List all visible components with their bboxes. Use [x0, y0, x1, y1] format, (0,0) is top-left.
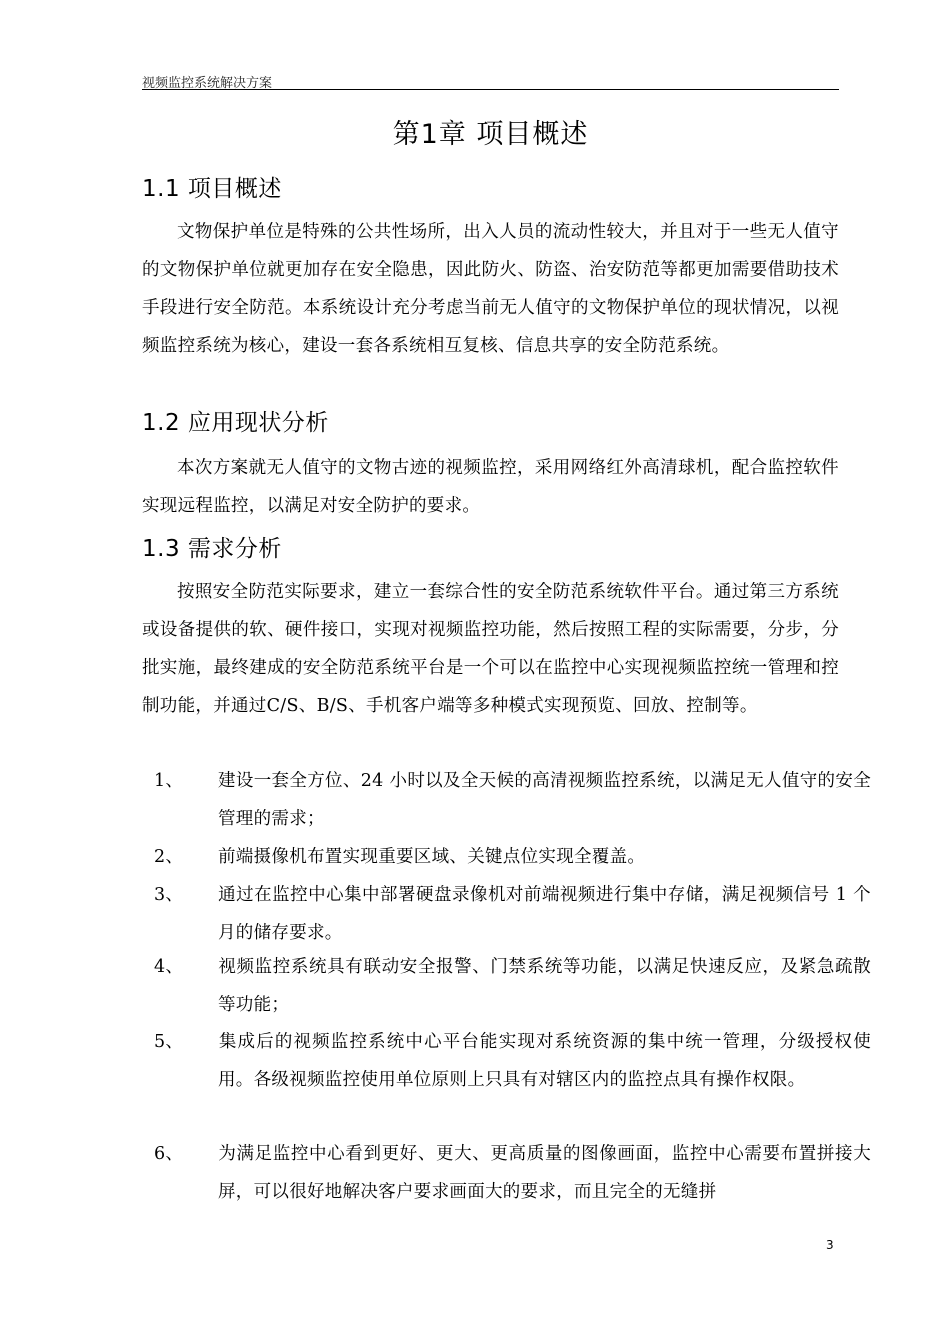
section-heading-1-3: 1.3 需求分析: [142, 536, 282, 562]
section-heading-1-2: 1.2 应用现状分析: [142, 410, 329, 436]
running-header: 视频监控系统解决方案: [142, 76, 273, 91]
chapter-title: 第1章 项目概述: [392, 119, 589, 150]
list-item: [154, 762, 871, 838]
list-item-text: 通过在监控中心集中部署硬盘录像机对前端视频进行集中存储，满足视频信号 1 个月的储存要求。: [218, 885, 871, 943]
section-1-2-paragraph: 本次方案就无人值守的文物古迹的视频监控，采用网络红外高清球机，配合监控软件实现远程监控，以满足对安全防护的要求。: [142, 458, 839, 516]
list-item: [154, 1135, 871, 1211]
section-1-1-paragraph: 文物保护单位是特殊的公共性场所，出入人员的流动性较大，并且对于一些无人值守的文物保护单位就更加存在安全隐患，因此防火、防盗、治安防范等都更加需要借助技术手段进行安全防范。本系统设计充分考虑当前无人值守的文物保护单位的现状情况，以视频监控系统为核心，建设一套各系统相互复核、信息共享的安全防范系统。: [142, 222, 839, 356]
list-item: [154, 838, 871, 876]
list-item-text: 前端摄像机布置实现重要区域、关键点位实现全覆盖。: [218, 847, 646, 867]
list-item: [154, 948, 871, 1024]
list-item-number: 3、: [154, 885, 184, 905]
list-item-text: 建设一套全方位、24 小时以及全天候的高清视频监控系统，以满足无人值守的安全管理的需求；: [218, 771, 871, 829]
list-item-number: 1、: [154, 771, 184, 791]
section-heading-1-1: 1.1 项目概述: [142, 176, 282, 202]
list-item-number: 5、: [154, 1032, 184, 1052]
list-item-text: 为满足监控中心看到更好、更大、更高质量的图像画面，监控中心需要布置拼接大屏，可以很好地解决客户要求画面大的要求，而且完全的无缝拼: [218, 1144, 871, 1202]
list-item-text: 集成后的视频监控系统中心平台能实现对系统资源的集中统一管理，分级授权使用。各级视频监控使用单位原则上只具有对辖区内的监控点具有操作权限。: [218, 1032, 871, 1090]
list-item: [154, 1023, 871, 1099]
list-item-text: 视频监控系统具有联动安全报警、门禁系统等功能，以满足快速反应，及紧急疏散等功能；: [218, 957, 871, 1015]
list-item-number: 6、: [154, 1144, 184, 1164]
list-item-number: 2、: [154, 847, 184, 867]
section-1-3-paragraph: 按照安全防范实际要求，建立一套综合性的安全防范系统软件平台。通过第三方系统或设备提供的软、硬件接口，实现对视频监控功能，然后按照工程的实际需要，分步，分批实施，最终建成的安全防范系统平台是一个可以在监控中心实现视频监控统一管理和控制功能，并通过C/S、B/S、手机客户端等多种模式实现预览、回放、控制等。: [142, 582, 839, 716]
list-item: [154, 876, 871, 952]
list-item-number: 4、: [154, 957, 184, 977]
header-divider: [142, 89, 839, 90]
page-number: 3: [826, 1238, 834, 1252]
